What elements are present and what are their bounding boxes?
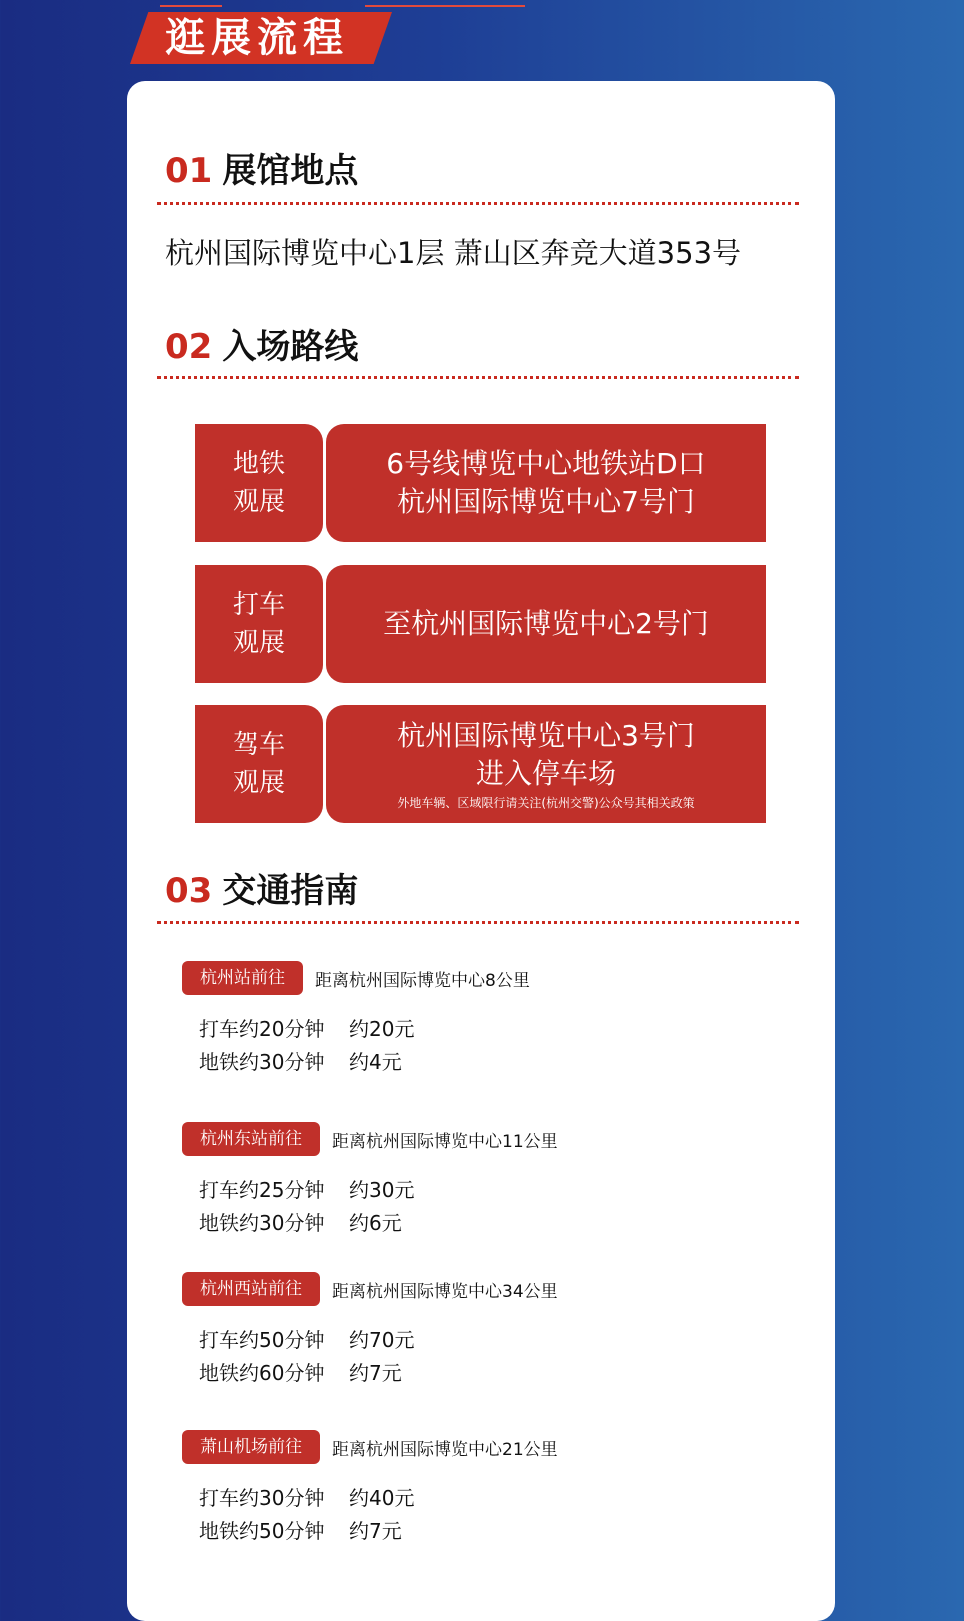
route-label-line: 观展: [232, 628, 285, 658]
route-label-line: 驾车: [232, 730, 285, 760]
metro-cost: 约7元: [349, 1361, 402, 1385]
metro-row: [199, 1515, 802, 1548]
route-label-line: 观展: [232, 487, 285, 517]
taxi-row: [199, 1324, 802, 1357]
banner-accent-line: [365, 5, 525, 7]
taxi-row: [199, 1174, 802, 1207]
transport-group-hangzhou-west: [182, 1272, 802, 1390]
route-detail-line: 进入停车场: [475, 757, 616, 790]
route-metro: [195, 424, 766, 542]
metro-cost: 约6元: [349, 1211, 402, 1235]
transport-group-xiaoshan-airport: [182, 1430, 802, 1548]
taxi-time: 打车约30分钟: [199, 1486, 325, 1510]
route-detail-line: 杭州国际博览中心7号门: [397, 485, 695, 518]
station-tag: 杭州站前往: [182, 961, 303, 995]
taxi-cost: 约70元: [349, 1328, 415, 1352]
route-detail-line: 6号线博览中心地铁站D口: [386, 447, 706, 480]
metro-row: [199, 1357, 802, 1390]
venue-address: 杭州国际博览中心1层 萧山区奔竞大道353号: [165, 236, 742, 270]
metro-cost: 约4元: [349, 1050, 402, 1074]
transport-group-hangzhou-east: [182, 1122, 802, 1240]
taxi-row: [199, 1482, 802, 1515]
dotted-divider: [157, 376, 799, 379]
metro-time: 地铁约30分钟: [199, 1050, 325, 1074]
route-note: 外地车辆、区域限行请关注(杭州交警)公众号其相关政策: [397, 796, 695, 810]
taxi-cost: 约30元: [349, 1178, 415, 1202]
taxi-time: 打车约20分钟: [199, 1017, 325, 1041]
route-label: [195, 565, 323, 683]
distance-text: 距离杭州国际博览中心8公里: [315, 970, 530, 991]
section-label: 展馆地点: [222, 151, 359, 191]
section-label: 交通指南: [222, 871, 359, 911]
section-title-transport: [165, 863, 358, 912]
dotted-divider: [157, 202, 799, 205]
section-label: 入场路线: [222, 327, 359, 367]
route-detail: [326, 565, 766, 683]
station-tag: 杭州东站前往: [182, 1122, 320, 1156]
route-label: [195, 424, 323, 542]
section-number: 01: [165, 151, 213, 191]
section-title-venue: [165, 143, 358, 192]
route-label: [195, 705, 323, 823]
route-label-line: 观展: [232, 768, 285, 798]
metro-time: 地铁约60分钟: [199, 1361, 325, 1385]
station-tag: 杭州西站前往: [182, 1272, 320, 1306]
metro-time: 地铁约30分钟: [199, 1211, 325, 1235]
route-label-line: 打车: [232, 590, 285, 620]
metro-row: [199, 1207, 802, 1240]
page-banner: [130, 0, 400, 66]
dotted-divider: [157, 921, 799, 924]
route-detail: [326, 705, 766, 823]
station-tag: 萧山机场前往: [182, 1430, 320, 1464]
section-number: 03: [165, 871, 213, 911]
distance-text: 距离杭州国际博览中心34公里: [332, 1281, 558, 1302]
taxi-time: 打车约50分钟: [199, 1328, 325, 1352]
taxi-cost: 约20元: [349, 1017, 415, 1041]
distance-text: 距离杭州国际博览中心11公里: [332, 1131, 558, 1152]
distance-text: 距离杭州国际博览中心21公里: [332, 1439, 558, 1460]
banner-title: 逛展流程: [165, 15, 349, 61]
metro-row: [199, 1046, 802, 1079]
metro-time: 地铁约50分钟: [199, 1519, 325, 1543]
taxi-row: [199, 1013, 802, 1046]
route-detail-line: 杭州国际博览中心3号门: [397, 719, 695, 752]
transport-group-hangzhou-station: [182, 961, 802, 1079]
section-number: 02: [165, 327, 213, 367]
metro-cost: 约7元: [349, 1519, 402, 1543]
route-label-line: 地铁: [232, 449, 285, 479]
taxi-time: 打车约25分钟: [199, 1178, 325, 1202]
route-detail: [326, 424, 766, 542]
section-title-entry: [165, 319, 358, 368]
taxi-cost: 约40元: [349, 1486, 415, 1510]
route-driving: [195, 705, 766, 823]
banner-accent-line: [160, 5, 222, 7]
route-taxi: [195, 565, 766, 683]
route-detail-line: 至杭州国际博览中心2号门: [383, 607, 709, 640]
content-card: [127, 81, 835, 1621]
